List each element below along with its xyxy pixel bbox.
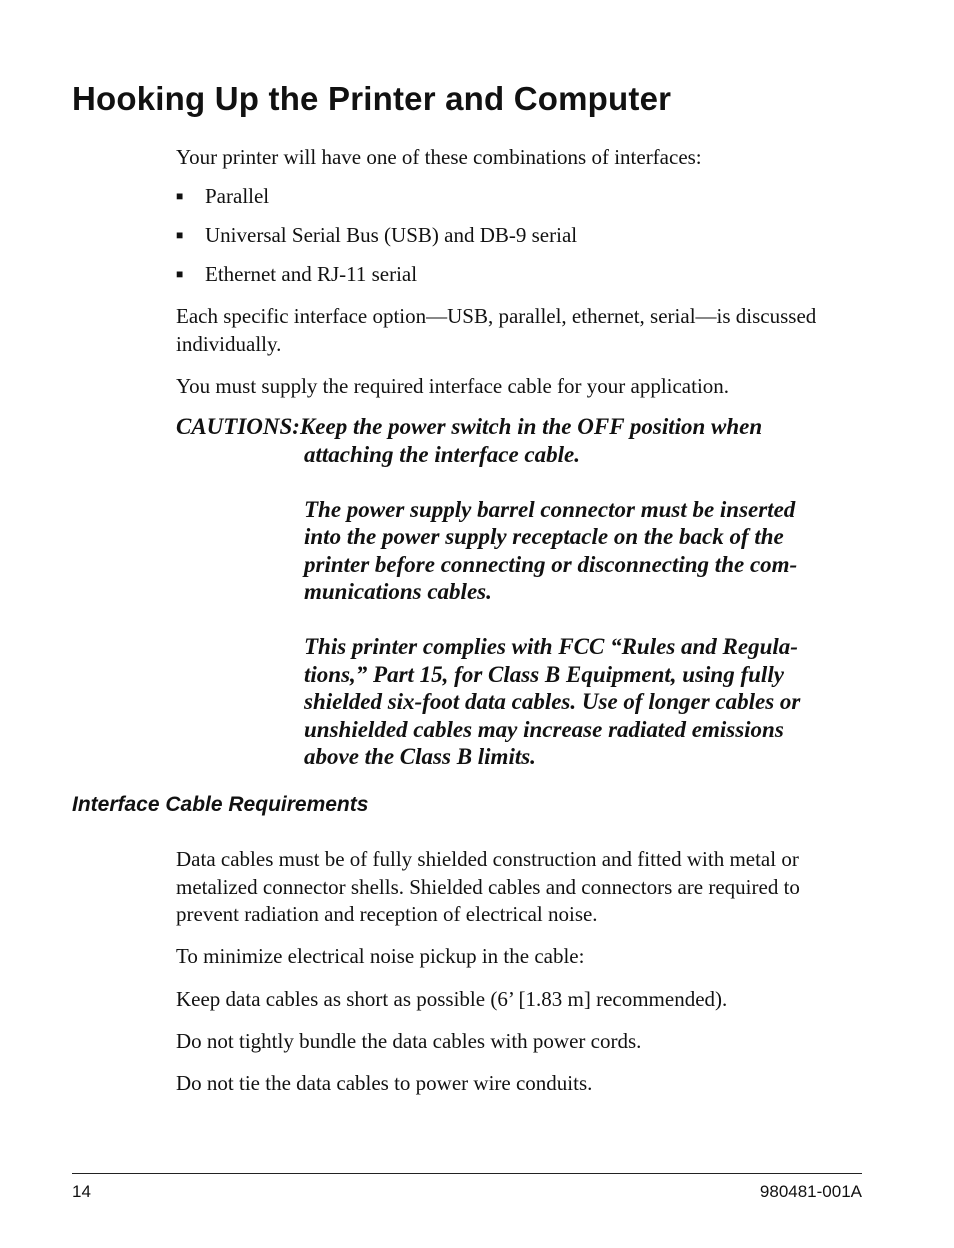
supply-note: You must supply the required interface cable for your application. <box>176 374 730 398</box>
caution-line: Keep the power switch in the OFF position when <box>299 414 763 439</box>
bullet-square-icon: ■ <box>176 228 184 242</box>
caution-line: munications cables. <box>304 579 492 604</box>
caution-line: printer before connecting or disconnecting the com- <box>304 552 798 577</box>
interface-note-line: individually. <box>176 332 282 356</box>
cable-paragraph-line: metalized connector shells. Shielded cables and connectors are required to <box>176 875 800 899</box>
caution-label: CAUTIONS: <box>176 414 300 439</box>
list-item-label: Universal Serial Bus (USB) and DB-9 serial <box>205 223 578 247</box>
caution-line: shielded six-foot data cables. Use of longer cables or <box>304 689 801 714</box>
page-number: 14 <box>72 1182 91 1201</box>
bullet-square-icon: ■ <box>176 267 184 281</box>
bullet-square-icon: ■ <box>176 189 184 203</box>
noise-tip: Do not tie the data cables to power wire conduits. <box>176 1071 593 1095</box>
list-item <box>176 182 269 210</box>
caution-line: into the power supply receptacle on the back of the <box>304 524 784 549</box>
footer-divider <box>72 1173 862 1174</box>
intro-text: Your printer will have one of these combinations of interfaces: <box>176 145 702 169</box>
document-number: 980481-001A <box>759 1182 862 1201</box>
caution-line: tions,” Part 15, for Class B Equipment, using fully <box>304 662 784 687</box>
page-title: Hooking Up the Printer and Computer <box>72 80 672 117</box>
caution-line: unshielded cables may increase radiated emissions <box>304 717 784 742</box>
section-heading: Interface Cable Requirements <box>72 793 369 816</box>
caution-line: This printer complies with FCC “Rules and Regula- <box>304 634 798 659</box>
noise-tip: Keep data cables as short as possible (6’ [1.83 m] recommended). <box>176 987 728 1011</box>
list-item <box>176 260 417 288</box>
cable-paragraph-line: Data cables must be of fully shielded construction and fitted with metal or <box>176 847 799 871</box>
caution-line: above the Class B limits. <box>304 744 536 769</box>
caution-line: The power supply barrel connector must be inserted <box>304 497 796 522</box>
cable-paragraph-line: prevent radiation and reception of electrical noise. <box>176 902 598 926</box>
caution-heading <box>176 413 762 441</box>
list-item-label: Parallel <box>205 184 270 208</box>
list-item <box>176 221 577 249</box>
list-item-label: Ethernet and RJ-11 serial <box>205 262 418 286</box>
noise-intro: To minimize electrical noise pickup in the cable: <box>176 944 585 968</box>
interface-note-line: Each specific interface option—USB, parallel, ethernet, serial—is discussed <box>176 304 817 328</box>
noise-tip: Do not tightly bundle the data cables with power cords. <box>176 1029 642 1053</box>
caution-line: attaching the interface cable. <box>304 442 580 467</box>
